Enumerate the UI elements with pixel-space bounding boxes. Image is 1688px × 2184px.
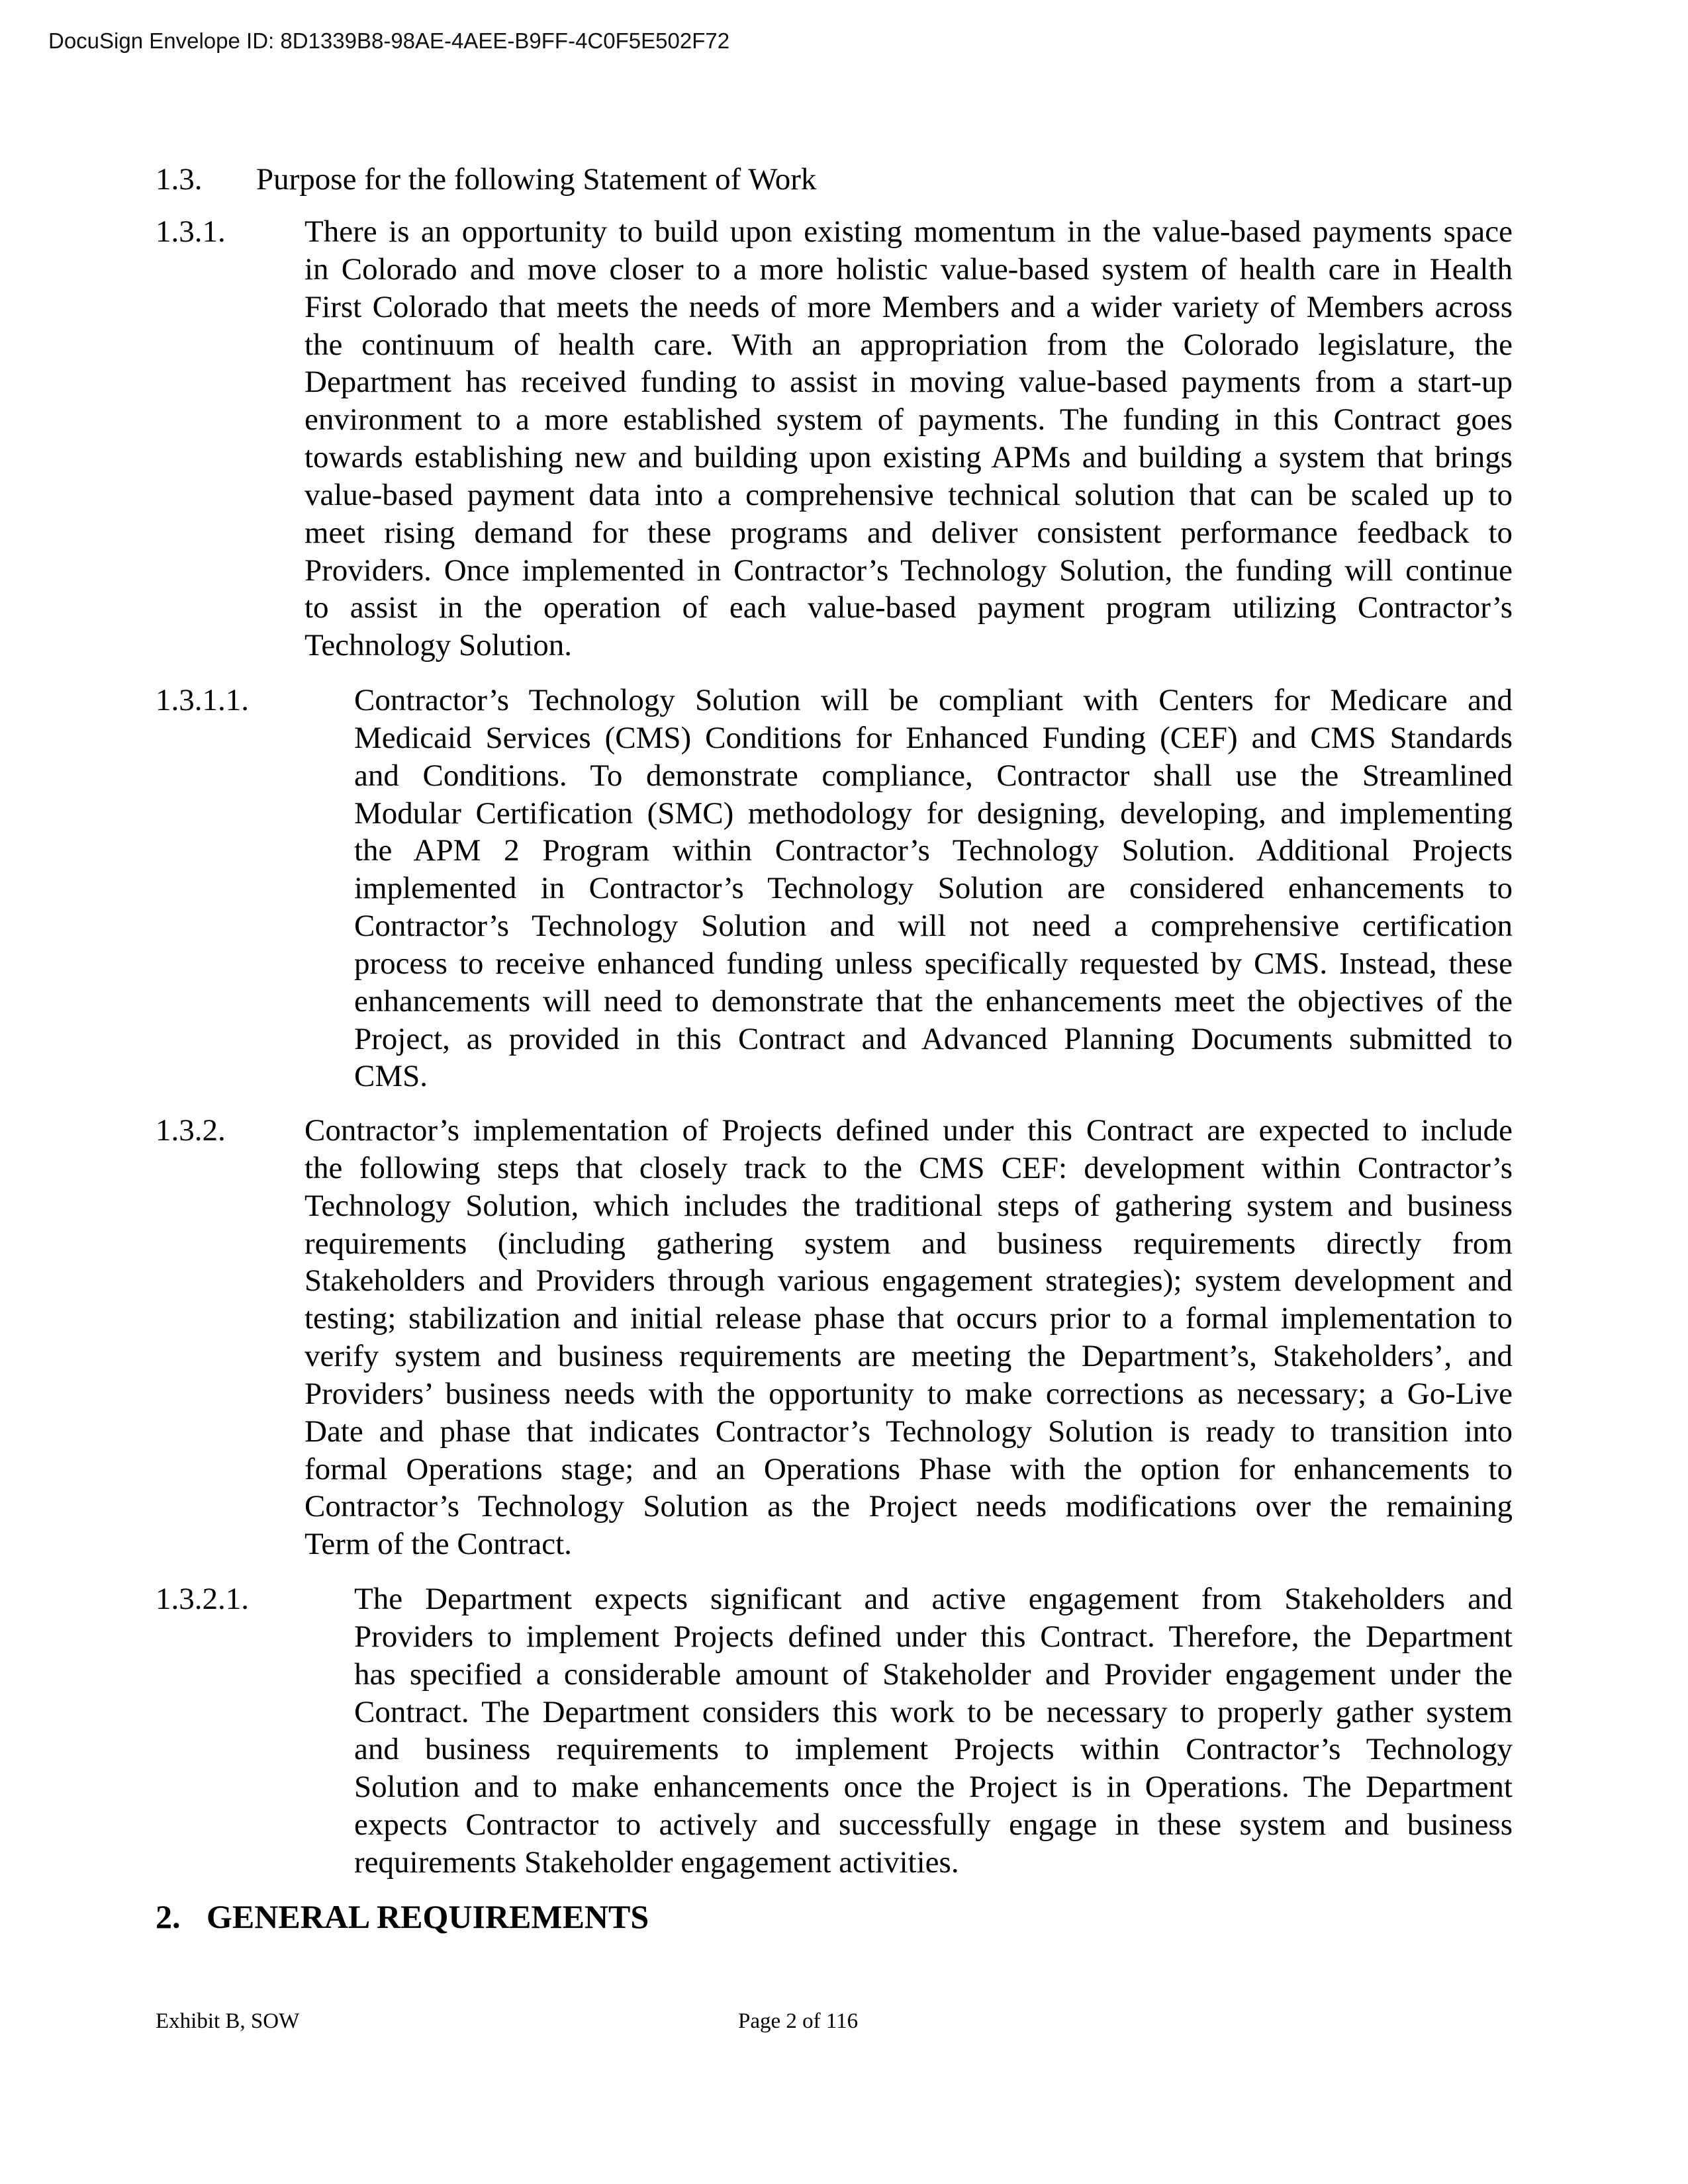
paragraph-line: meet rising demand for these programs and deliver consistent performance feedback to xyxy=(305,515,1513,550)
paragraph-line: First Colorado that meets the needs of more Members and a wider variety of Members across xyxy=(305,289,1513,324)
paragraph-line: enhancements will need to demonstrate that the enhancements meet the objectives of the xyxy=(354,983,1513,1019)
paragraph-line: Contractor’s Technology Solution as the Project needs modifications over the remaining xyxy=(305,1489,1513,1524)
heading-number: 2. xyxy=(156,1898,181,1935)
paragraph-number: 1.3.1. xyxy=(156,214,226,249)
paragraph-line: the APM 2 Program within Contractor’s Technology Solution. Additional Projects xyxy=(354,833,1513,868)
section-heading xyxy=(156,161,1513,199)
paragraph-line: has specified a considerable amount of Stakeholder and Provider engagement under the xyxy=(354,1657,1513,1692)
paragraph-line: and Conditions. To demonstrate compliance, Contractor shall use the Streamlined xyxy=(354,758,1513,793)
heading-title: GENERAL REQUIREMENTS xyxy=(207,1898,649,1935)
paragraph-line: Contractor’s implementation of Projects defined under this Contract are expected to include xyxy=(305,1113,1513,1148)
paragraph-line: environment to a more established system of payments. The funding in this Contract goes xyxy=(305,402,1513,437)
paragraph-text xyxy=(305,213,1513,664)
paragraph-line: and business requirements to implement Projects within Contractor’s Technology xyxy=(354,1732,1513,1767)
paragraph-line: Date and phase that indicates Contractor’s Technology Solution is ready to transition into xyxy=(305,1414,1513,1449)
paragraph-line: the continuum of health care. With an appropriation from the Colorado legislature, the xyxy=(305,327,1513,362)
paragraph-line: towards establishing new and building upon existing APMs and building a system that brings xyxy=(305,440,1513,475)
paragraph-line: Providers. Once implemented in Contractor’s Technology Solution, the funding will continue xyxy=(305,553,1513,588)
paragraph-line: in Colorado and move closer to a more holistic value-based system of health care in Health xyxy=(305,251,1513,287)
paragraph-number: 1.3.1.1. xyxy=(156,683,249,717)
paragraph-line: Modular Certification (SMC) methodology for designing, developing, and implementing xyxy=(354,796,1513,831)
paragraph-line: the following steps that closely track to the CMS CEF: development within Contractor’s xyxy=(305,1150,1513,1185)
paragraph-line: Technology Solution, which includes the traditional steps of gathering system and business xyxy=(305,1188,1513,1223)
paragraph-line: implemented in Contractor’s Technology Solution are considered enhancements to xyxy=(354,871,1513,906)
paragraph-line: verify system and business requirements are meeting the Department’s, Stakeholders’, and xyxy=(305,1339,1513,1374)
paragraph-number: 1.3.2.1. xyxy=(156,1582,249,1616)
footer-exhibit-label: Exhibit B, SOW xyxy=(156,2009,300,2033)
paragraph-line: Medicaid Services (CMS) Conditions for Enhanced Funding (CEF) and CMS Standards xyxy=(354,720,1513,755)
docusign-envelope-id: DocuSign Envelope ID: 8D1339B8-98AE-4AEE-B9FF-4C0F5E502F72 xyxy=(48,28,730,53)
paragraph-line: Stakeholders and Providers through various engagement strategies); system development and xyxy=(305,1263,1513,1298)
section-heading-general-requirements xyxy=(156,1897,950,1936)
paragraph-line: requirements (including gathering system and business requirements directly from xyxy=(305,1226,1513,1261)
paragraph-line: Contract. The Department considers this work to be necessary to properly gather system xyxy=(354,1694,1513,1729)
paragraph-line: Department has received funding to assist in moving value-based payments from a start-up xyxy=(305,365,1513,400)
paragraph-number: 1.3.2. xyxy=(156,1113,226,1148)
paragraph-line: Providers to implement Projects defined under this Contract. Therefore, the Department xyxy=(354,1619,1513,1654)
paragraph-line: Project, as provided in this Contract and Advanced Planning Documents submitted to xyxy=(354,1021,1513,1056)
section-number: 1.3. xyxy=(156,162,203,197)
paragraph-line: The Department expects significant and active engagement from Stakeholders and xyxy=(354,1582,1513,1616)
paragraph-line: Solution and to make enhancements once the Project is in Operations. The Department xyxy=(354,1770,1513,1805)
paragraph-line: expects Contractor to actively and successfully engage in these system and business xyxy=(354,1807,1513,1843)
paragraph-line: There is an opportunity to build upon existing momentum in the value-based payments space xyxy=(305,214,1513,249)
paragraph-line: Technology Solution. xyxy=(305,628,573,663)
paragraph-line: to assist in the operation of each value-based payment program utilizing Contractor’s xyxy=(305,590,1513,625)
paragraph-line: Contractor’s Technology Solution and will not need a comprehensive certification xyxy=(354,909,1513,944)
paragraph-text xyxy=(354,1580,1513,1882)
paragraph-line: requirements Stakeholder engagement activities. xyxy=(354,1844,959,1880)
paragraph-line: process to receive enhanced funding unless specifically requested by CMS. Instead, these xyxy=(354,946,1513,981)
paragraph-line: Providers’ business needs with the opportunity to make corrections as necessary; a Go-Live xyxy=(305,1376,1513,1411)
section-title: Purpose for the following Statement of Work xyxy=(256,162,817,197)
paragraph-line: CMS. xyxy=(354,1059,428,1094)
paragraph-line: Contractor’s Technology Solution will be compliant with Centers for Medicare and xyxy=(354,683,1513,717)
paragraph-line: value-based payment data into a comprehensive technical solution that can be scaled up to xyxy=(305,477,1513,512)
paragraph-text xyxy=(354,682,1513,1095)
footer-page-number: Page 2 of 116 xyxy=(738,2009,859,2033)
paragraph-text xyxy=(305,1112,1513,1563)
paragraph-line: testing; stabilization and initial release phase that occurs prior to a formal implementation to xyxy=(305,1301,1513,1336)
paragraph-line: formal Operations stage; and an Operations Phase with the option for enhancements to xyxy=(305,1451,1513,1486)
paragraph-line: Term of the Contract. xyxy=(305,1527,572,1562)
